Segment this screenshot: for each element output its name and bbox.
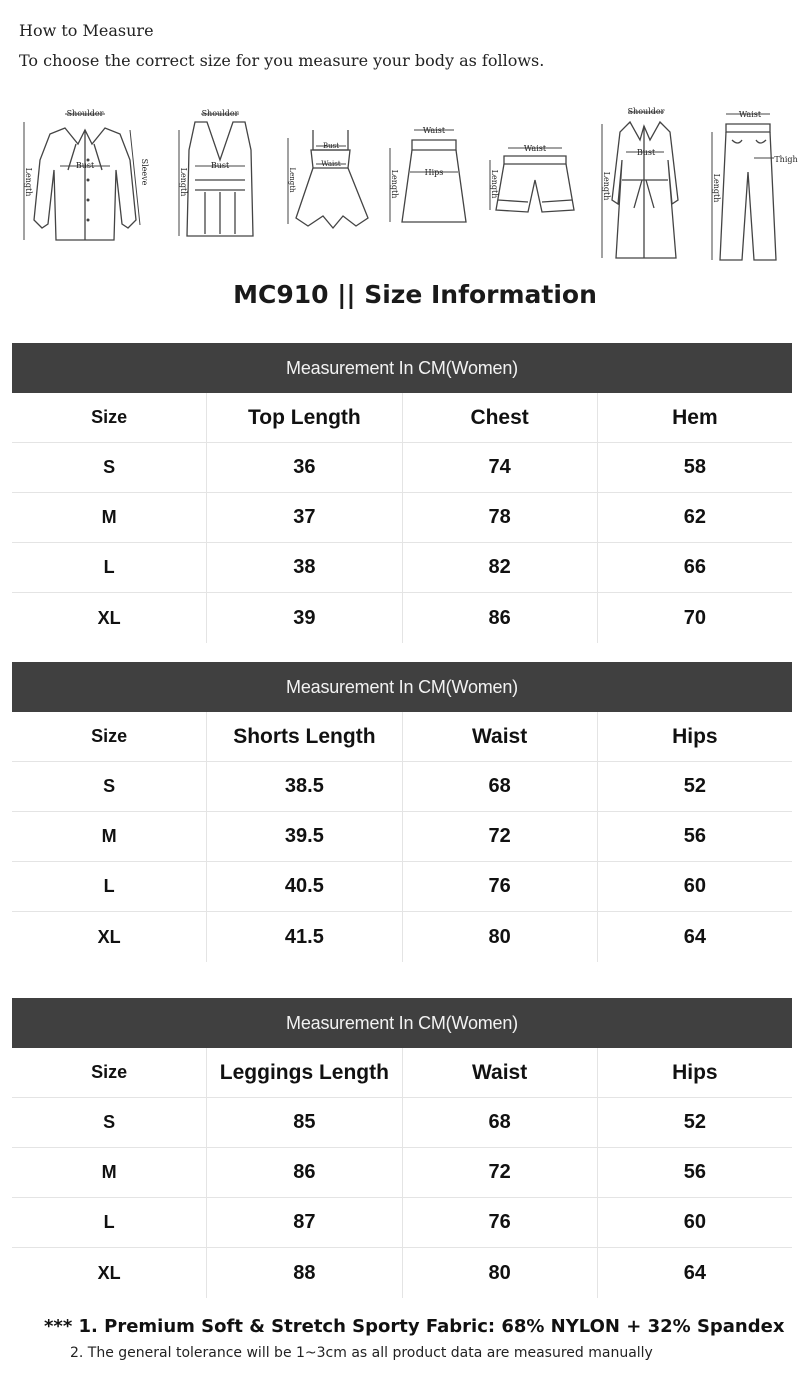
blouse-bust-label: Bust	[75, 161, 95, 170]
table-row	[12, 1198, 792, 1248]
value-cell: 80	[403, 912, 598, 962]
blouse-sleeve-label: Sleeve	[140, 158, 149, 186]
blouse-shoulder-label: Shoulder	[66, 109, 104, 118]
column-header: Hips	[672, 1060, 718, 1084]
size-cell: XL	[12, 912, 207, 962]
column-header: Size	[12, 1048, 207, 1097]
intro-title: How to Measure	[19, 21, 154, 40]
table-row	[12, 1148, 792, 1198]
value-cell: 52	[683, 775, 706, 797]
value-cell: 56	[683, 1161, 706, 1183]
table-row	[12, 912, 792, 962]
value-cell: 62	[683, 506, 706, 528]
value-cell: 80	[403, 1248, 598, 1298]
column-header: Hem	[672, 405, 718, 429]
size-cell: L	[12, 1198, 207, 1247]
size-table-shorts	[12, 662, 792, 962]
tank-length-label: Length	[179, 167, 188, 197]
table-row	[12, 493, 792, 543]
measurement-diagrams	[10, 100, 800, 268]
table-header: Measurement In CM(Women)	[12, 343, 792, 393]
value-cell: 41.5	[207, 912, 402, 962]
coat-bust-label: Bust	[636, 148, 656, 157]
value-cell: 64	[683, 925, 706, 948]
table-row	[12, 443, 792, 493]
intro-subtitle: To choose the correct size for you measure your body as follows.	[19, 51, 545, 70]
coat-diagram	[594, 100, 694, 268]
size-cell: M	[12, 1148, 207, 1197]
size-cell: S	[12, 443, 207, 492]
table-row	[12, 862, 792, 912]
skirt-hips-label: Hips	[424, 168, 444, 177]
column-header: Size	[12, 393, 207, 442]
table-column-headers	[12, 712, 792, 762]
value-cell: 72	[403, 1148, 598, 1197]
column-header: Waist	[403, 712, 598, 761]
table-row	[12, 543, 792, 593]
value-cell: 38.5	[207, 762, 402, 811]
value-cell: 52	[683, 1111, 706, 1133]
value-cell: 39.5	[207, 812, 402, 861]
tank-diagram	[165, 100, 275, 268]
column-header: Waist	[403, 1048, 598, 1097]
table-header: Measurement In CM(Women)	[12, 998, 792, 1048]
value-cell: 68	[403, 1098, 598, 1147]
table-row	[12, 812, 792, 862]
value-cell: 86	[207, 1148, 402, 1197]
value-cell: 88	[207, 1248, 402, 1298]
size-cell: S	[12, 1098, 207, 1147]
fabric-notes	[44, 1316, 784, 1361]
size-cell: XL	[12, 1248, 207, 1298]
value-cell: 56	[683, 825, 706, 847]
value-cell: 60	[683, 875, 706, 897]
blouse-diagram	[10, 100, 160, 268]
value-cell: 74	[403, 443, 598, 492]
value-cell: 40.5	[207, 862, 402, 911]
size-cell: S	[12, 762, 207, 811]
shorts-diagram	[482, 100, 587, 268]
blouse-length-label: Length	[24, 167, 33, 197]
shorts-length-label: Length	[490, 169, 499, 199]
tank-bust-label: Bust	[210, 161, 230, 170]
pants-length-label: Length	[712, 173, 721, 203]
table-row	[12, 1248, 792, 1298]
value-cell: 39	[207, 593, 402, 643]
value-cell: 60	[683, 1211, 706, 1233]
size-cell: L	[12, 862, 207, 911]
skirt-diagram	[382, 100, 482, 268]
value-cell: 76	[403, 1198, 598, 1247]
dress-bust-label: Bust	[322, 142, 340, 150]
size-cell: M	[12, 812, 207, 861]
size-information-title: MC910 || Size Information	[233, 280, 597, 309]
tolerance-note: 2. The general tolerance will be 1~3cm as all product data are measured manually	[70, 1345, 653, 1361]
value-cell: 58	[683, 456, 706, 478]
value-cell: 76	[403, 862, 598, 911]
dress-waist-label: Waist	[321, 160, 341, 168]
column-header: Hips	[672, 724, 718, 748]
value-cell: 86	[403, 593, 598, 643]
table-header: Measurement In CM(Women)	[12, 662, 792, 712]
value-cell: 78	[403, 493, 598, 542]
shorts-waist-label: Waist	[523, 144, 547, 153]
column-header: Size	[12, 712, 207, 761]
value-cell: 64	[683, 1261, 706, 1284]
pants-thigh-label: Thigh	[774, 155, 798, 164]
column-header: Leggings Length	[207, 1048, 402, 1097]
table-column-headers	[12, 393, 792, 443]
how-to-measure-intro	[19, 20, 544, 72]
value-cell: 85	[207, 1098, 402, 1147]
dress-diagram	[278, 100, 383, 268]
pants-diagram	[702, 100, 800, 268]
value-cell: 70	[683, 606, 706, 629]
table-row	[12, 593, 792, 643]
value-cell: 87	[207, 1198, 402, 1247]
value-cell: 66	[683, 556, 706, 578]
value-cell: 82	[403, 543, 598, 592]
table-row	[12, 1098, 792, 1148]
size-table-top	[12, 343, 792, 643]
size-cell: XL	[12, 593, 207, 643]
column-header: Top Length	[207, 393, 402, 442]
pants-waist-label: Waist	[738, 110, 762, 119]
dress-length-label: Length	[288, 167, 296, 193]
value-cell: 38	[207, 543, 402, 592]
table-row	[12, 762, 792, 812]
size-cell: L	[12, 543, 207, 592]
size-table-leggings	[12, 998, 792, 1298]
fabric-note: *** 1. Premium Soft & Stretch Sporty Fabric: 68% NYLON + 32% Spandex	[44, 1316, 785, 1337]
value-cell: 37	[207, 493, 402, 542]
value-cell: 72	[403, 812, 598, 861]
size-cell: M	[12, 493, 207, 542]
value-cell: 36	[207, 443, 402, 492]
column-header: Chest	[403, 393, 598, 442]
skirt-waist-label: Waist	[422, 126, 446, 135]
coat-shoulder-label: Shoulder	[627, 107, 665, 116]
table-column-headers	[12, 1048, 792, 1098]
coat-length-label: Length	[602, 171, 611, 201]
skirt-length-label: Length	[390, 169, 399, 199]
column-header: Shorts Length	[207, 712, 402, 761]
tank-shoulder-label: Shoulder	[201, 109, 239, 118]
value-cell: 68	[403, 762, 598, 811]
